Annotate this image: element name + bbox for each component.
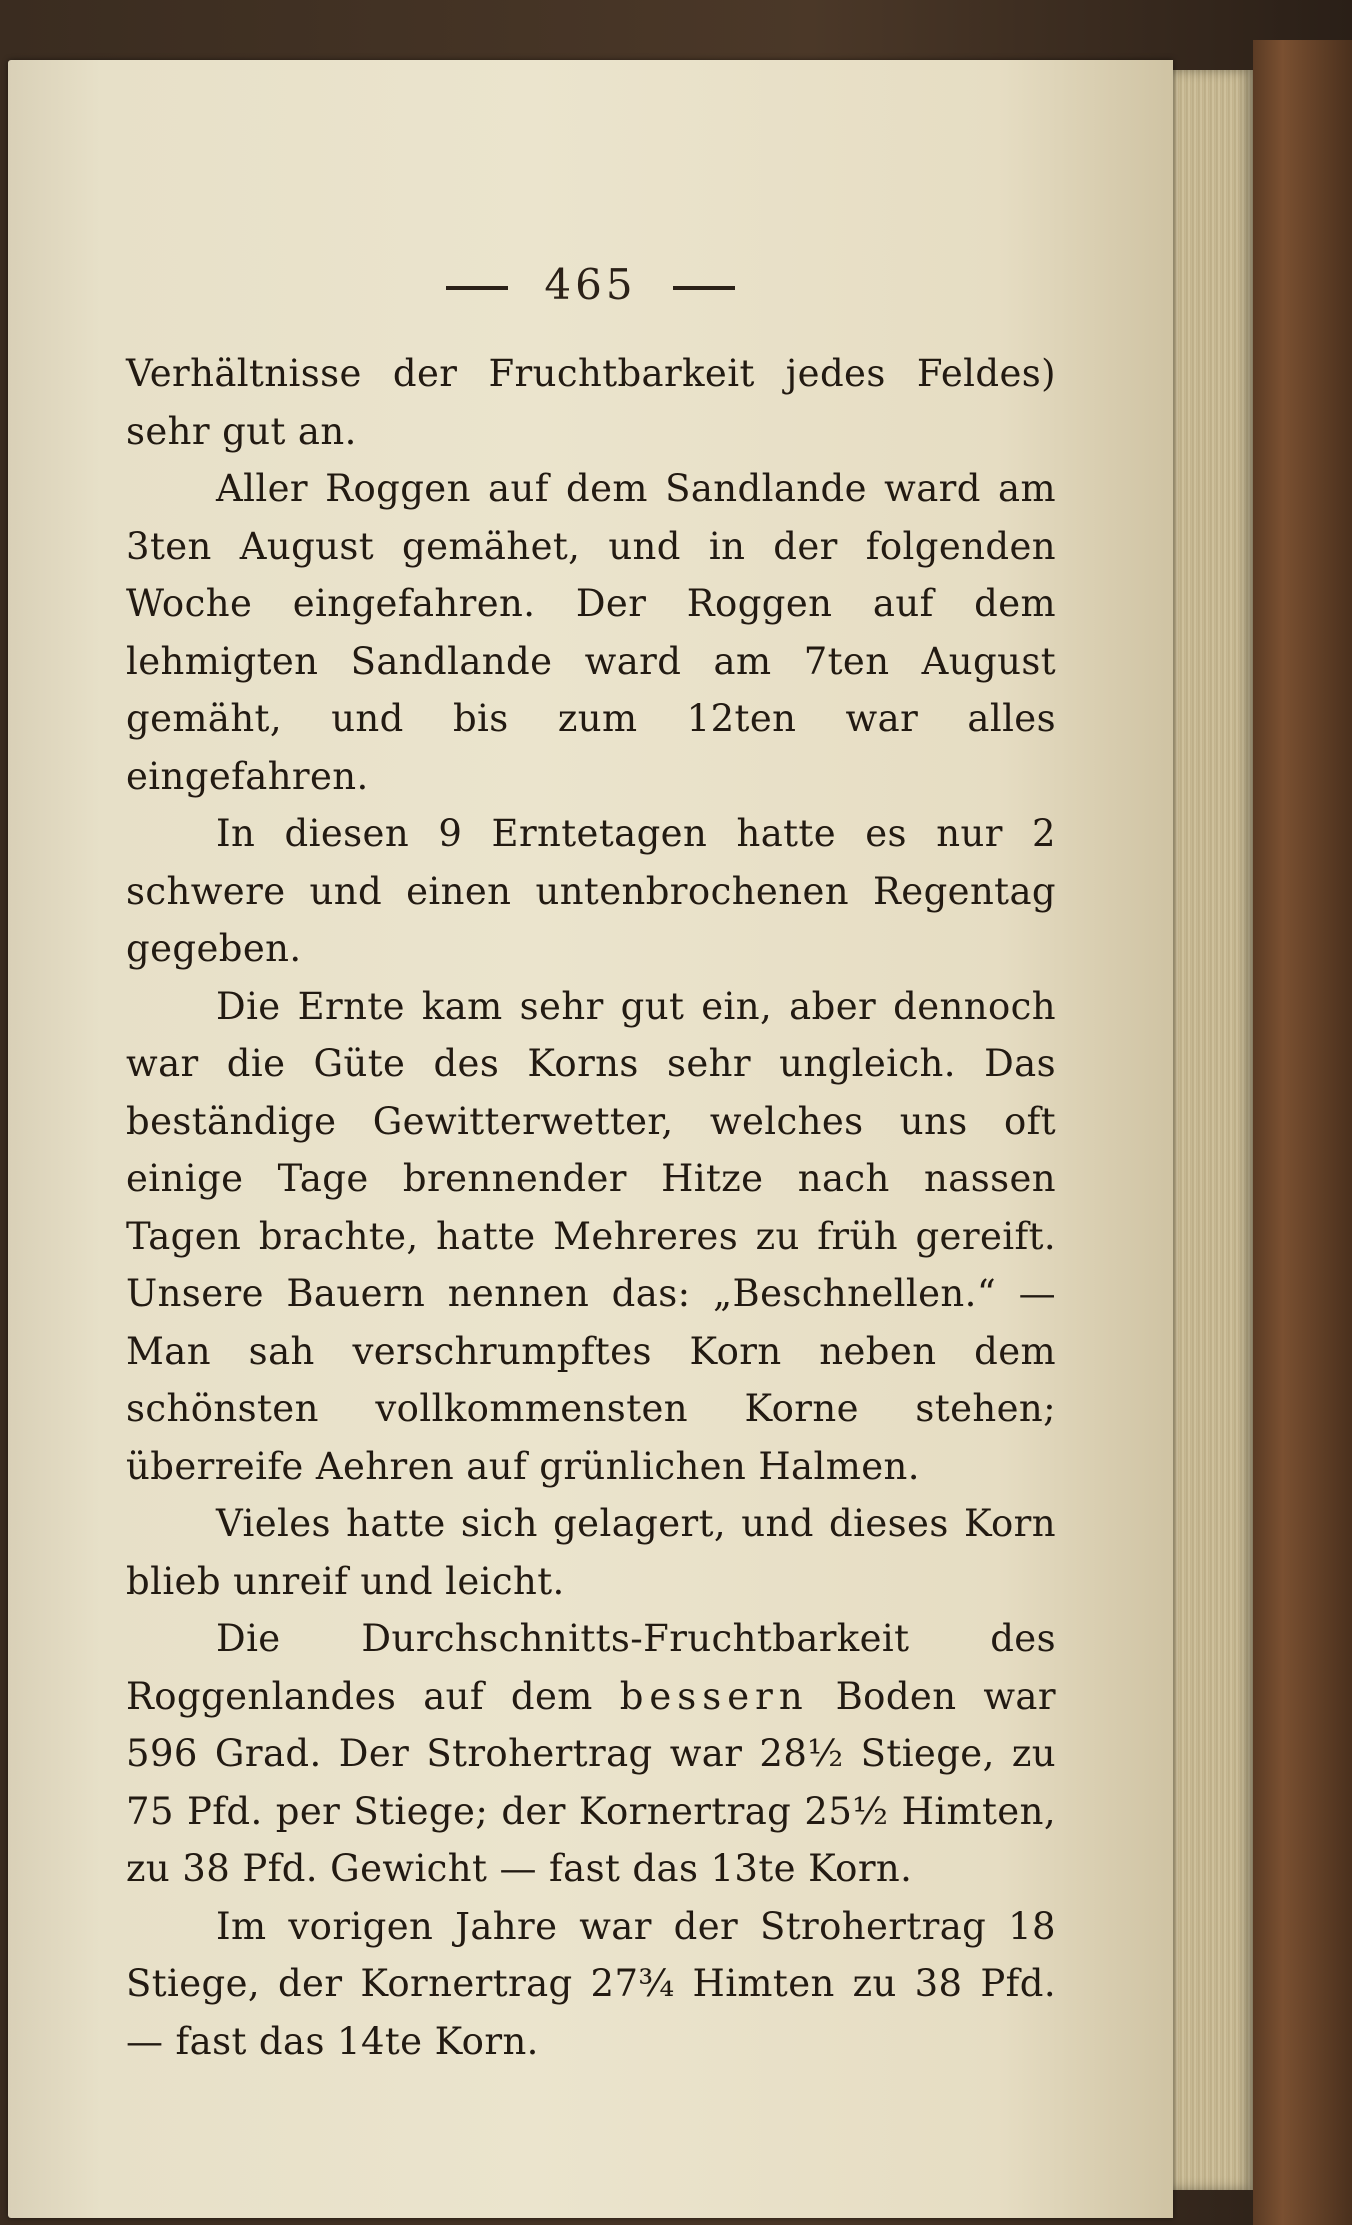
page-number: 465	[544, 260, 637, 309]
paragraph-yield	[126, 1610, 1056, 1898]
paragraph-continuation: Verhältnisse der Fruchtbarkeit jedes Feldes) sehr gut an.	[126, 352, 1056, 453]
yield-text-emphasis: bessern	[619, 1674, 809, 1718]
book-page	[8, 60, 1173, 2218]
yield-text-end: Boden war 596 Grad. Der Strohertrag war 28½ Stiege, zu 75 Pfd. per Stiege; der Kornertrag 25½ Himten, zu 38 Pfd. Gewicht — fast das 13te Korn.	[126, 1674, 1056, 1890]
paragraph-harvest-dates: Aller Roggen auf dem Sandlande ward am 3ten August gemähet, und in der folgenden Woche eingefahren. Der Roggen auf dem lehmigten Sandlande ward am 7ten August gemäht, und bis zum 12ten war alles eingefahren.	[126, 467, 1056, 798]
page-edges	[1173, 70, 1253, 2190]
header-dash-left	[446, 286, 508, 290]
paragraph-rain-days: In diesen 9 Erntetagen hatte es nur 2 schwere und einen untenbrochenen Regentag gegeben.	[126, 812, 1056, 970]
book-cover-edge	[1253, 40, 1352, 2225]
paragraph-grain-quality: Die Ernte kam sehr gut ein, aber dennoch war die Güte des Korns sehr ungleich. Das beständige Gewitterwetter, welches uns oft einige Tage brennender Hitze nach nassen Tagen brachte, hatte Mehreres zu früh gereift. Unsere Bauern nennen das: „Beschnellen.“ — Man sah verschrumpftes Korn neben dem schönsten vollkommensten Korne stehen; überreife Aehren auf grünlichen Halmen.	[126, 984, 1056, 1488]
page-number-header	[8, 260, 1173, 309]
paragraph-previous-year: Im vorigen Jahre war der Strohertrag 18 Stiege, der Kornertrag 27¾ Himten zu 38 Pfd. — fast das 14te Korn.	[126, 1904, 1056, 2063]
header-dash-right	[673, 286, 735, 290]
body-text	[126, 345, 1056, 2070]
paragraph-lodged-grain: Vieles hatte sich gelagert, und dieses Korn blieb unreif und leicht.	[126, 1502, 1056, 1603]
yield-text-start: Die Durchschnitts-Fruchtbarkeit des Roggenlandes auf dem	[126, 1617, 1056, 1718]
